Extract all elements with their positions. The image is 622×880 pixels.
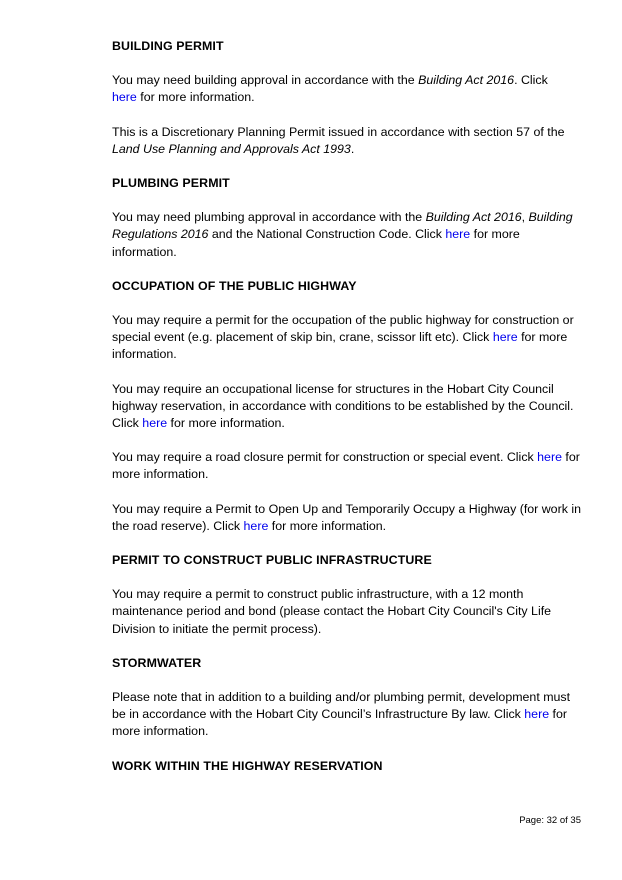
paragraph-text: . Click (514, 73, 548, 88)
section-heading-highway-reservation: WORK WITHIN THE HIGHWAY RESERVATION (112, 758, 383, 773)
occupational-license-paragraph (112, 381, 584, 433)
paragraph-text: for more information. (112, 707, 567, 739)
section-heading-public-infrastructure: PERMIT TO CONSTRUCT PUBLIC INFRASTRUCTURE (112, 553, 432, 568)
paragraph-text: for more information. (112, 227, 520, 259)
paragraph-text: You may need building approval in accordance with the (112, 73, 419, 88)
section-heading-occupation-highway: OCCUPATION OF THE PUBLIC HIGHWAY (112, 278, 357, 293)
section-heading-stormwater: STORMWATER (112, 655, 202, 670)
paragraph-text: You may require a permit for the occupation of the public highway for construction or special event (e.g. placement of skip bin, crane, scissor lift etc). Click (112, 313, 574, 345)
paragraph-text: for more information. (112, 450, 580, 482)
section-heading-building-permit: BUILDING PERMIT (112, 39, 224, 53)
section-heading-plumbing-permit: PLUMBING PERMIT (112, 176, 230, 191)
act-title: Building Act 2016 (425, 210, 522, 225)
paragraph-text: This is a Discretionary Planning Permit issued in accordance with section 57 of the (112, 124, 565, 139)
paragraph-text: for more information. (268, 518, 387, 533)
paragraph-text: You may require a permit to construct public infrastructure, with a 12 month maintenance period and bond (please contact the Hobart City Council's City Life Division to initiate the permit process). (112, 587, 552, 636)
plumbing-info-link[interactable]: here (445, 227, 471, 242)
page-content (112, 38, 584, 775)
paragraph-text: You may require a Permit to Open Up and Temporarily Occupy a Highway (for work in the road reserve). Click (112, 501, 581, 533)
page-number: Page: 32 of 35 (519, 815, 581, 826)
paragraph-text: , (521, 210, 529, 225)
building-permit-paragraph (112, 72, 584, 106)
road-closure-paragraph (112, 449, 584, 483)
paragraph-text: You may require an occupational license for structures in the Hobart City Council highway reservation, in accordance with conditions to be established by the Council. Click (112, 381, 574, 431)
regulations-title: Building Regulations 2016 (112, 210, 573, 242)
plumbing-permit-paragraph (112, 209, 584, 261)
stormwater-paragraph (112, 689, 584, 741)
paragraph-text: . (350, 141, 355, 156)
paragraph-text: Please note that in addition to a building and/or plumbing permit, development must be in accordance with the Hobart City Council’s Infrastructure By law. Click (112, 690, 571, 722)
open-up-info-link[interactable]: here (243, 518, 269, 533)
building-info-link[interactable]: here (112, 90, 137, 105)
act-title: Land Use Planning and Approvals Act 1993 (112, 141, 351, 156)
occupation-permit-paragraph (112, 312, 584, 364)
open-up-highway-paragraph (112, 501, 584, 535)
discretionary-permit-paragraph (112, 124, 584, 158)
paragraph-text: for more information. (136, 90, 255, 105)
act-title: Building Act 2016 (418, 73, 515, 88)
occupation-info-link[interactable]: here (492, 330, 518, 345)
paragraph-text: You may need plumbing approval in accordance with the (112, 210, 426, 225)
road-closure-info-link[interactable]: here (537, 450, 562, 465)
paragraph-text: and the National Construction Code. Click (208, 227, 446, 242)
paragraph-text: You may require a road closure permit for construction or special event. Click (112, 450, 538, 465)
paragraph-text: for more information. (167, 416, 285, 431)
infrastructure-permit-paragraph (112, 586, 584, 638)
stormwater-info-link[interactable]: here (524, 707, 550, 722)
paragraph-text: for more information. (112, 330, 568, 362)
license-info-link[interactable]: here (142, 416, 168, 431)
